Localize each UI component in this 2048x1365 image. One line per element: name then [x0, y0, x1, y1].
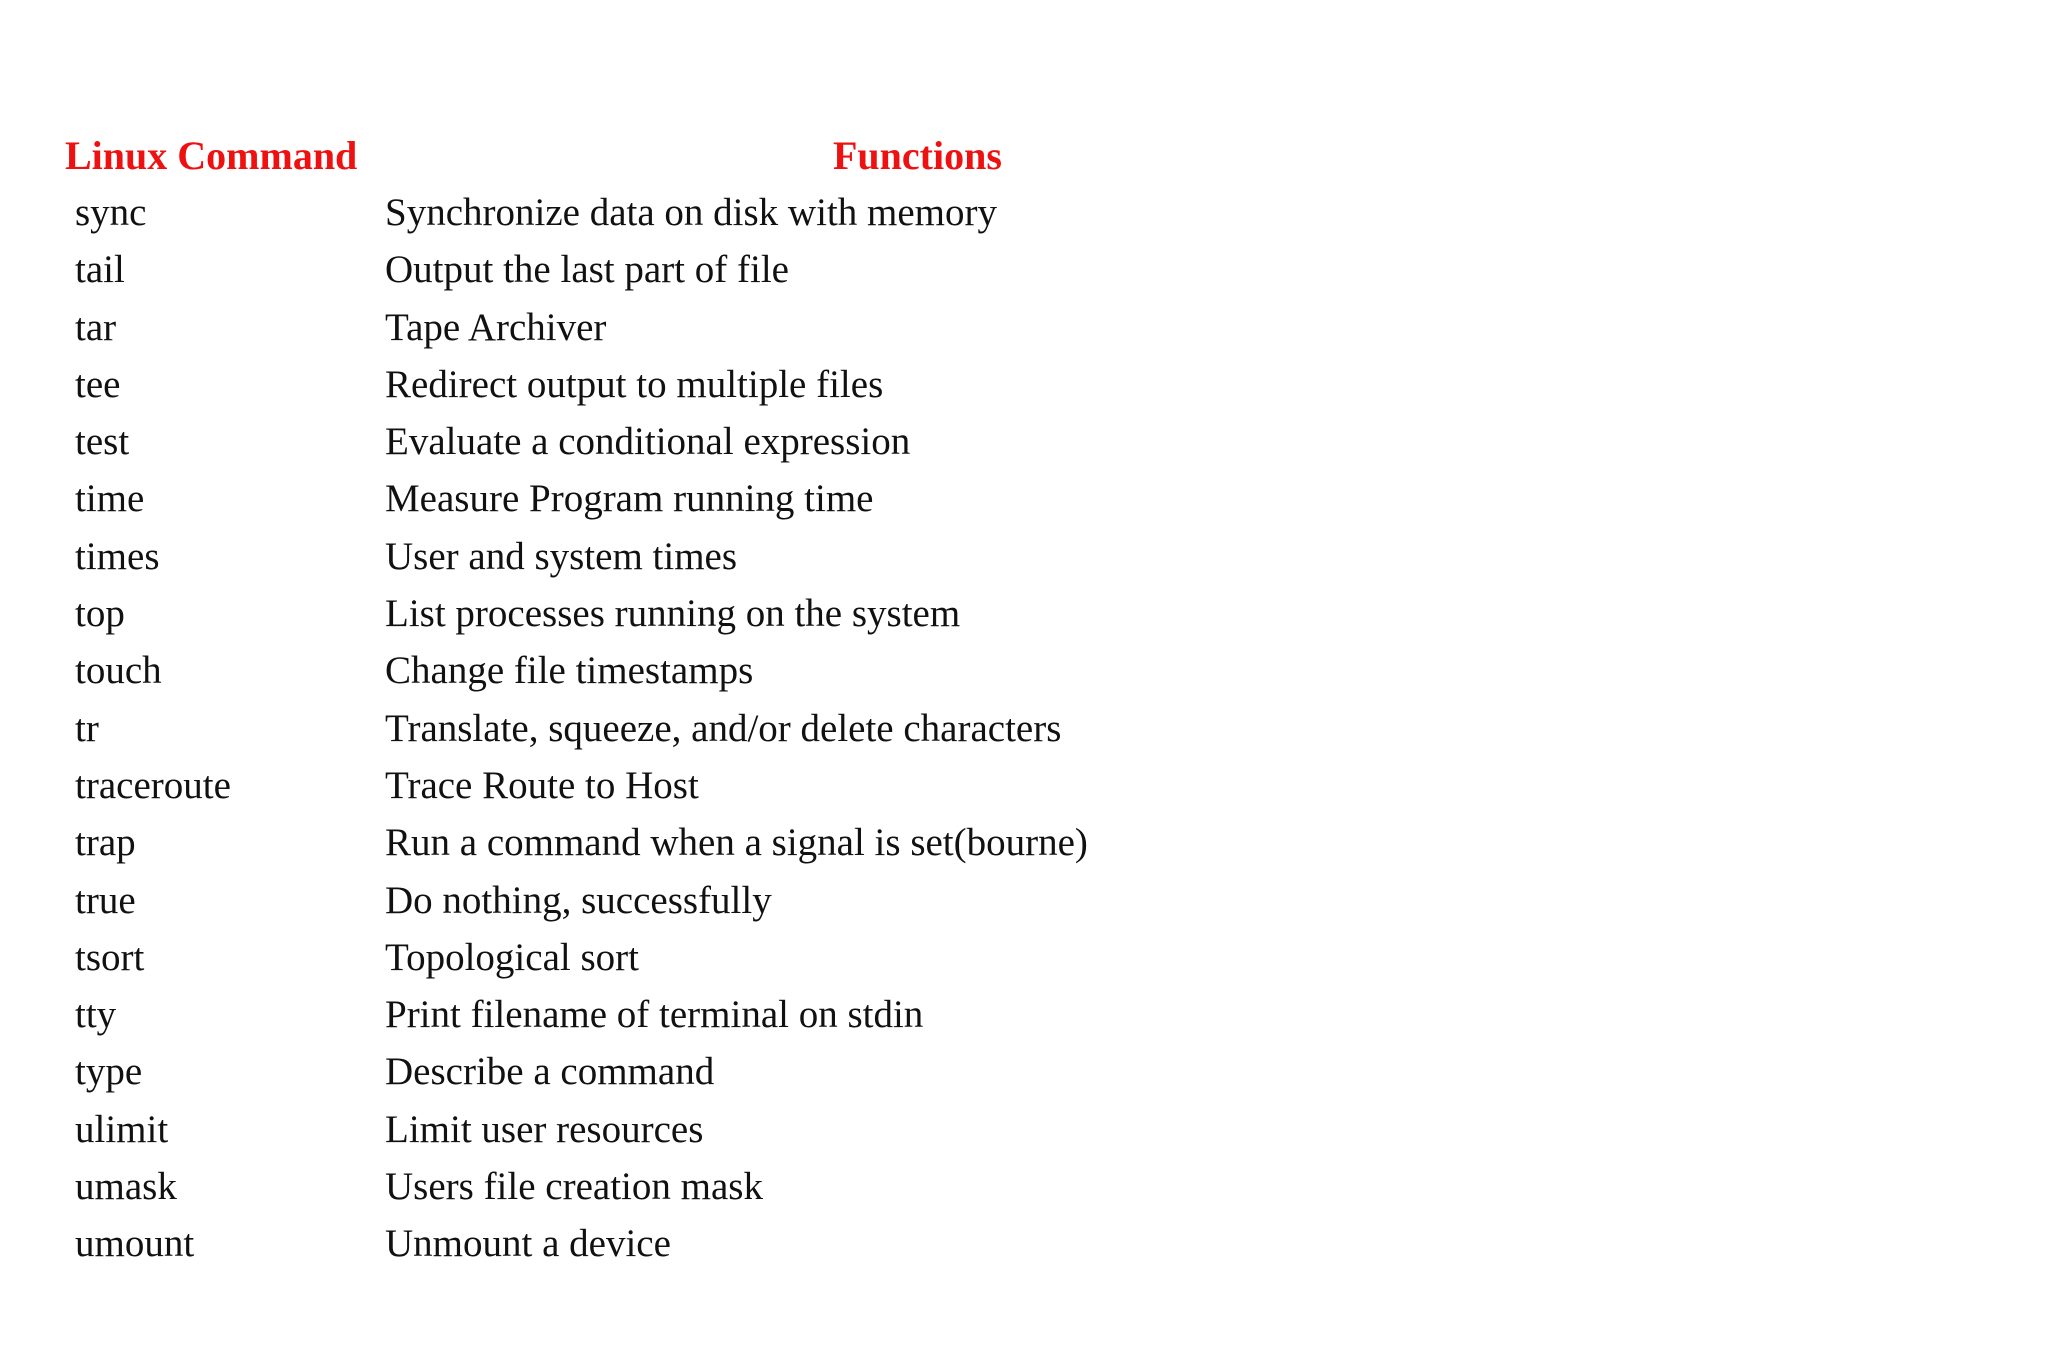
command-cell: umask [75, 1165, 177, 1209]
function-cell: Redirect output to multiple files [385, 362, 884, 406]
table-row [0, 413, 2048, 470]
command-cell: top [75, 592, 125, 636]
function-cell: Change file timestamps [385, 649, 754, 693]
function-cell: User and system times [385, 534, 738, 578]
table-row [0, 299, 2048, 356]
function-cell: Limit user resources [385, 1107, 704, 1151]
function-cell: Describe a command [385, 1050, 715, 1094]
function-cell: Run a command when a signal is set(bourne) [385, 821, 1088, 865]
function-cell: Translate, squeeze, and/or delete characters [385, 706, 1062, 750]
command-cell: touch [75, 649, 162, 693]
table-row [0, 470, 2048, 527]
table-row [0, 700, 2048, 757]
table-row [0, 986, 2048, 1043]
table-row [0, 872, 2048, 929]
command-cell: true [75, 878, 136, 922]
command-cell: tar [75, 305, 117, 349]
table-row [0, 356, 2048, 413]
command-cell: tail [75, 248, 125, 292]
command-cell: ulimit [75, 1107, 169, 1151]
function-cell: Tape Archiver [385, 305, 607, 349]
function-cell: Users file creation mask [385, 1165, 763, 1209]
table-row [0, 757, 2048, 814]
table-row [0, 528, 2048, 585]
header-linux-command: Linux Command [65, 133, 358, 178]
command-cell: type [75, 1050, 143, 1094]
function-cell: Print filename of terminal on stdin [385, 993, 924, 1037]
command-cell: tr [75, 706, 99, 750]
table-header [0, 128, 2048, 184]
function-cell: Evaluate a conditional expression [385, 420, 911, 464]
table-row [0, 1215, 2048, 1272]
function-cell: List processes running on the system [385, 592, 961, 636]
function-cell: Trace Route to Host [385, 763, 699, 807]
command-cell: tee [75, 362, 121, 406]
command-table-body [0, 184, 2048, 1273]
command-cell: tsort [75, 935, 145, 979]
function-cell: Do nothing, successfully [385, 878, 772, 922]
function-cell: Measure Program running time [385, 477, 874, 521]
header-functions: Functions [833, 133, 1002, 178]
table-row [0, 929, 2048, 986]
command-cell: traceroute [75, 763, 231, 807]
command-cell: time [75, 477, 145, 521]
command-cell: umount [75, 1222, 195, 1266]
table-row [0, 1101, 2048, 1158]
command-cell: trap [75, 821, 136, 865]
command-cell: sync [75, 191, 147, 234]
table-row [0, 642, 2048, 699]
table-row [0, 241, 2048, 298]
command-cell: test [75, 420, 130, 464]
function-cell: Unmount a device [385, 1222, 671, 1266]
table-row [0, 814, 2048, 871]
function-cell: Output the last part of file [385, 248, 789, 292]
function-cell: Topological sort [385, 935, 639, 979]
table-row [0, 1043, 2048, 1100]
function-cell: Synchronize data on disk with memory [385, 191, 997, 234]
table-row [0, 1158, 2048, 1215]
command-cell: tty [75, 993, 117, 1037]
table-row [0, 585, 2048, 642]
table-row [0, 184, 2048, 241]
command-cell: times [75, 534, 160, 578]
